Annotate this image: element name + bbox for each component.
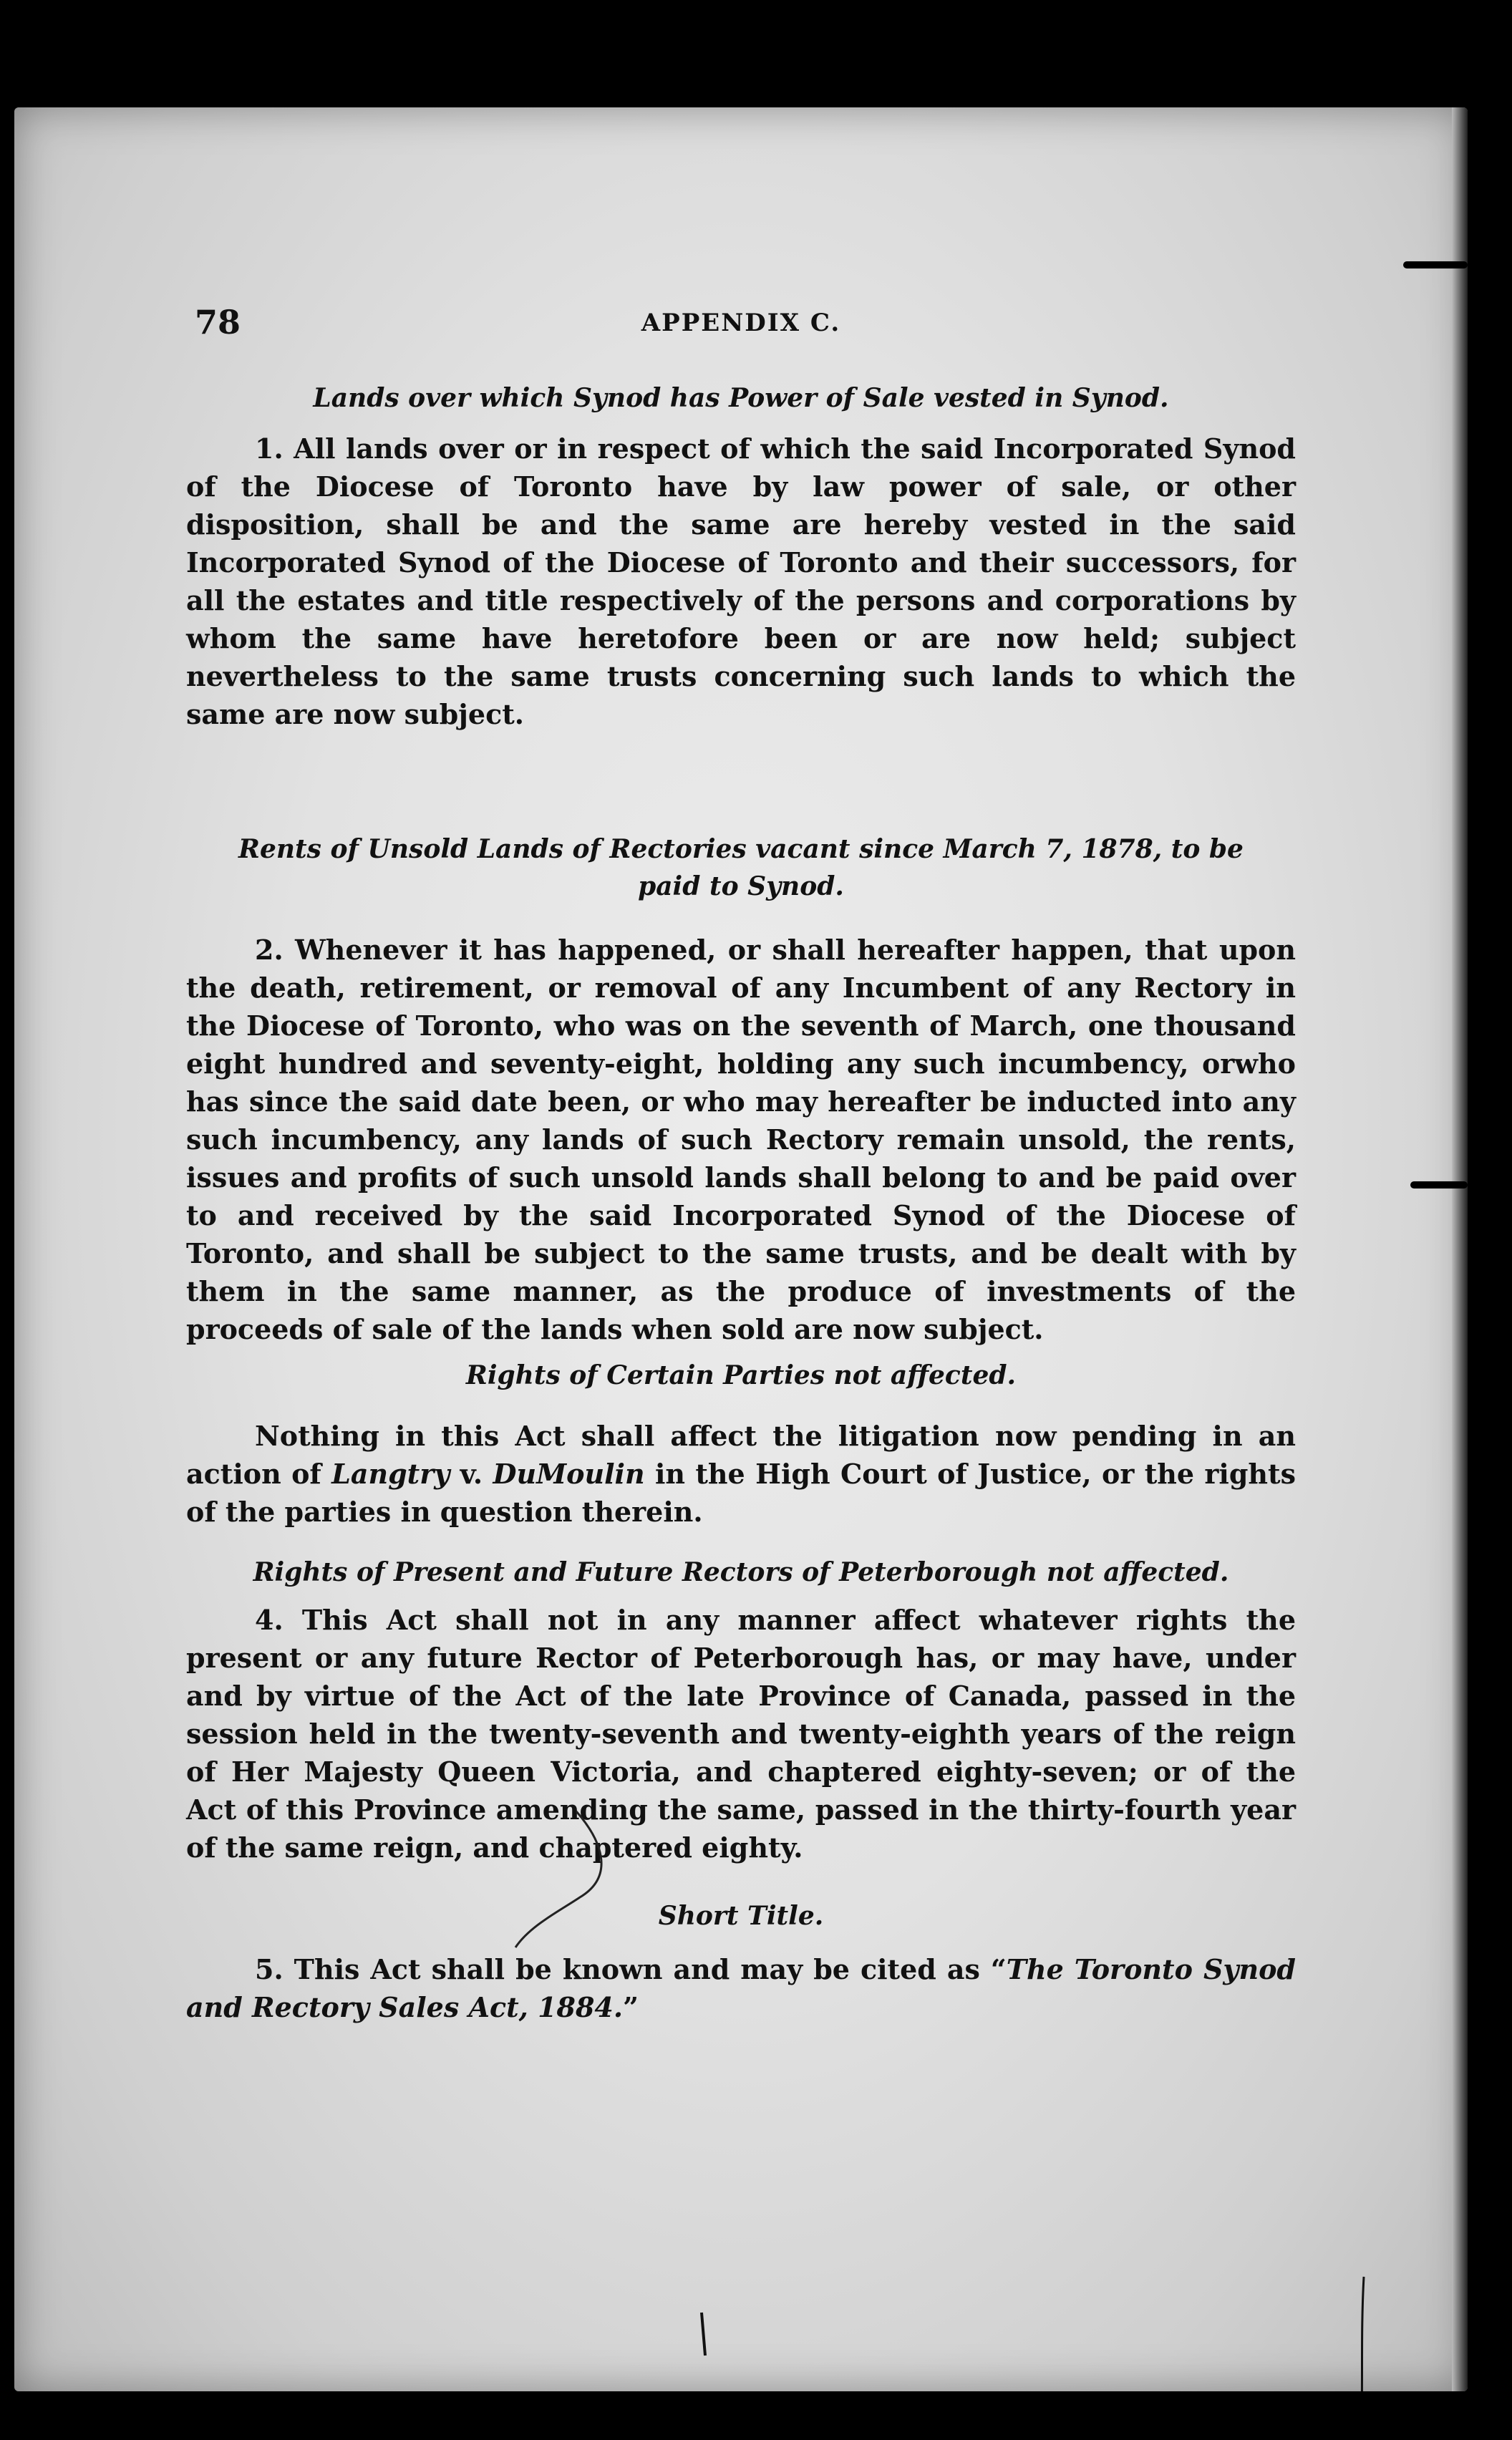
case-party-a: Langtry: [331, 1458, 450, 1490]
pen-stroke-mark: [515, 1811, 601, 1947]
section-2-text: 2. Whenever it has happened, or shall hereafter happen, that upon the death, retirement, or removal of any Incumbent of any Rectory in the Diocese of Toronto, who was on the seventh of March, one thousand eight hundred and seventy-eight, holding any such incumbency, orwho has since the said date been, or who may hereafter be inducted into any such incumbency, any lands of such Rectory remain unsold, the rents, issues and profits of such unsold lands shall belong to and be paid over to and received by the said Incorporated Synod of the Diocese of Toronto, and shall be subject to the same trusts, and be dealt with by them in the same manner, as the produce of investments of the proceeds of sale of the lands when sold are now subject.: [186, 934, 1296, 1345]
section-3-text-before: Nothing in this Act shall affect the litigation now pending in an action of: [186, 1420, 1296, 1490]
section-2-heading: Rents of Unsold Lands of Rectories vacant since March 7, 1878, to be paid to Synod.: [238, 834, 1244, 901]
margin-tick-mark: [1360, 2277, 1364, 2391]
short-title: The Toronto Synod and Rectory Sales Act, 1884.: [186, 1953, 1297, 2023]
section-4-heading: Rights of Present and Future Rectors of Peterborough not affected.: [253, 1557, 1229, 1587]
binding-tab-middle: [1410, 1181, 1468, 1188]
section-5-text-after: ”: [623, 1991, 639, 2023]
section-4-text: 4. This Act shall not in any manner affect whatever rights the present or any future Rector of Peterborough has, or may have, under and by virtue of the Act of the late Province of Canada, passed in the session held in the twenty-seventh and twenty-eighth years of the reign of Her Majesty Queen Victoria, and chaptered eighty-seven; or of the Act of this Province amending the same, passed in the thirty-fourth year of the same reign, and chaptered eighty.: [186, 1604, 1296, 1864]
pen-marks: [14, 107, 1468, 2391]
section-1-text: 1. All lands over or in respect of which the said Incorporated Synod of the Diocese of Toronto have by law power of sale, or other disposition, shall be and the same are hereby vested in the said Incorporated Synod of the Diocese of Toronto and their successors, for all the estates and title respectively of the persons and corporations by whom the same have heretofore been or are now held; subject nevertheless to the same trusts concerning such lands to which the same are now subject.: [186, 432, 1296, 730]
case-versus: v.: [450, 1458, 493, 1490]
section-5-heading: Short Title.: [658, 1901, 824, 1931]
case-party-b: DuMoulin: [493, 1458, 645, 1490]
section-3-heading: Rights of Certain Parties not affected.: [465, 1360, 1017, 1390]
page-number: 78: [195, 303, 241, 342]
section-5-text-before: 5. This Act shall be known and may be cited as “: [255, 1953, 1007, 1985]
section-3-text-after: in the High Court of Justice, or the rights of the parties in question therein.: [186, 1458, 1297, 1528]
bottom-pen-mark: [702, 2313, 705, 2356]
section-1-heading: Lands over which Synod has Power of Sale vested in Synod.: [313, 383, 1169, 413]
binding-tab-top: [1403, 261, 1468, 268]
running-head: APPENDIX C.: [641, 309, 841, 337]
document-page: [14, 107, 1468, 2391]
